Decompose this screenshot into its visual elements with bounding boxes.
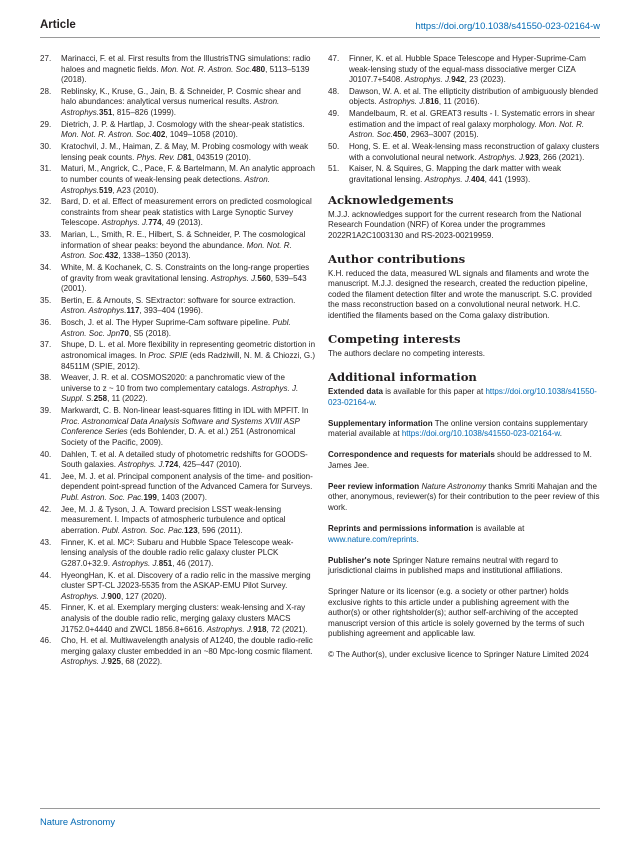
footer-rule: [40, 808, 600, 809]
reference-pages: , S5 (2018).: [129, 328, 172, 338]
reference-item: [40, 54, 316, 86]
reference-journal: Astrophys. J.: [61, 657, 108, 667]
reference-volume: 851: [158, 558, 173, 568]
supplementary-link[interactable]: https://doi.org/10.1038/s41550-023-02164-w: [401, 429, 560, 439]
reference-volume: 560: [257, 273, 271, 283]
reference-pages: , A23 (2010).: [112, 185, 159, 195]
reference-pages: , 539–543 (2001).: [61, 273, 307, 294]
reference-text: Bosch, J. et al. The Hyper Suprime-Cam software pipeline.: [61, 318, 273, 328]
right-column: [328, 54, 602, 671]
supplementary-paragraph: [328, 419, 602, 440]
reference-text: Bertin, E. & Arnouts, S. SExtractor: software for source extraction.: [61, 295, 296, 305]
reference-volume: 918: [253, 624, 267, 634]
reference-pages: , 72 (2021).: [266, 624, 308, 634]
reference-text: Jee, M. J. & Tyson, J. A. Toward precision LSST weak-lensing measurement. I. Impacts of atmospheric turbulence and optical aberration.: [61, 504, 286, 535]
reference-text: Finner, K. et al. MC²: Subaru and Hubble Space Telescope weak-lensing analysis of the double radio relic galaxy cluster PLCK G287.0+32.9.: [61, 537, 294, 568]
reference-item: [40, 87, 316, 119]
reference-text: White, M. & Kochanek, C. S. Constraints on the long-range properties of gravity from weak gravitational lensing.: [61, 262, 310, 283]
reference-text: Maturi, M., Angrick, C., Pace, F. & Bartelmann, M. An analytic approach to number counts of weak-lensing peak detections.: [61, 164, 316, 184]
doi-link[interactable]: https://doi.org/10.1038/s41550-023-02164-w: [415, 20, 600, 31]
reference-text: Reblinsky, K., Kruse, G., Jain, B. & Schneider, P. Cosmic shear and halo abundances: analytical versus numerical results.: [61, 86, 301, 107]
reference-item: [328, 54, 602, 86]
correspondence-label: Correspondence and requests for materials: [328, 450, 495, 460]
extended-data-paragraph: [328, 387, 602, 408]
reference-journal: Phys. Rev. D: [136, 152, 183, 162]
reference-volume: 724: [164, 460, 179, 470]
reference-number: 37.: [40, 340, 52, 350]
author-contributions-heading: Author contributions: [328, 251, 466, 266]
reference-journal: Astrophys. J.: [478, 152, 526, 162]
reference-journal: Mon. Not. R. Astron. Soc.: [61, 240, 292, 261]
reference-journal: Mon. Not. R. Astron. Soc.: [61, 130, 152, 140]
reference-pages: , 425–447 (2010).: [178, 460, 242, 470]
reference-item: [40, 318, 316, 339]
reference-item: [40, 373, 316, 405]
reference-journal: Astron. Astrophys.: [61, 306, 127, 316]
reference-text: Marian, L., Smith, R. E., Hilbert, S. & Schneider, P. The cosmological information of shear peaks: beyond the abundance.: [61, 230, 306, 250]
extended-data-link[interactable]: https://doi.org/10.1038/s41550-023-02164-w: [328, 387, 597, 407]
reference-item: [40, 538, 316, 570]
reference-number: 34.: [40, 262, 52, 272]
reference-volume: 81: [182, 152, 192, 162]
additional-information-section: [328, 370, 602, 661]
reference-text: Kaiser, N. & Squires, G. Mapping the dark matter with weak gravitational lensing.: [349, 164, 561, 184]
reference-number: 35.: [40, 295, 52, 305]
reference-journal: Astrophys. J.: [378, 97, 426, 107]
publisher-note-text: Springer Nature remains neutral with regard to jurisdictional claims in published maps and institutional affiliations.: [328, 555, 563, 576]
reference-pages: , 393–404 (1996).: [139, 306, 203, 316]
reference-item: [328, 142, 602, 163]
reference-journal: Astrophys. J.: [210, 273, 258, 283]
peer-review-paragraph: [328, 482, 602, 514]
reference-number: 48.: [328, 86, 340, 96]
reference-item: [40, 472, 316, 504]
reference-pages: , 46 (2017).: [172, 558, 214, 568]
reference-number: 49.: [328, 109, 340, 119]
reprints-link[interactable]: www.nature.com/reprints: [328, 534, 417, 544]
reference-journal: Astron. Astrophys.: [61, 97, 280, 118]
reference-volume: 404: [471, 174, 485, 184]
reference-journal: Astrophys. J. Suppl. S.: [61, 383, 299, 404]
springer-rights-paragraph: Springer Nature or its licensor (e.g. a society or other partner) holds exclusive rights to this article under a publishing agreement with the author(s) or other rightsholder(s); author self-archiving of the accepted manuscript version of this article is solely governed by the terms of such publishing agreement and applicable law.: [328, 587, 585, 639]
reference-item: [328, 164, 602, 185]
reference-volume: 117: [126, 306, 140, 316]
reference-list-left: [40, 54, 316, 668]
peer-review-label: Peer review information: [328, 481, 420, 491]
reference-pages: , 23 (2023).: [464, 75, 506, 85]
reference-volume: 199: [143, 493, 157, 503]
reference-volume: 942: [451, 75, 465, 85]
copyright-paragraph: © The Author(s), under exclusive licence to Springer Nature Limited 2024: [328, 650, 589, 660]
reference-item: [40, 505, 316, 537]
reference-text: HyeongHan, K. et al. Discovery of a radio relic in the massive merging cluster SPT-CL J2023-5535 from the ASKAP-EMU Pilot Survey.: [61, 570, 311, 591]
acknowledgements-section: [328, 193, 602, 242]
additional-information-heading: Additional information: [328, 370, 477, 385]
reference-item: [40, 406, 316, 448]
reference-item: [40, 571, 316, 603]
reference-volume: 480: [251, 64, 266, 74]
reference-pages: , 11 (2016).: [438, 97, 480, 107]
reference-item: [40, 603, 316, 635]
reference-pages: , 49 (2013).: [161, 218, 203, 228]
peer-review-journal: Nature Astronomy: [419, 481, 487, 491]
extended-data-end: .: [374, 397, 377, 407]
reference-number: 28.: [40, 86, 52, 96]
reference-number: 46.: [40, 636, 52, 646]
reference-journal: Mon. Not. R. Astron. Soc.: [160, 64, 252, 74]
reference-journal: Astrophys. J.: [112, 558, 159, 568]
reference-pages: , 266 (2021).: [538, 152, 585, 162]
reference-pages: , 441 (1993).: [484, 174, 531, 184]
reference-pages: , 596 (2011).: [197, 525, 243, 535]
reference-pages: , 2963–3007 (2015).: [406, 130, 479, 140]
left-column: [40, 54, 316, 669]
reference-journal: Mon. Not. R. Astron. Soc.: [349, 119, 585, 140]
reference-journal: Astrophys. J.: [424, 174, 472, 184]
reference-number: 41.: [40, 471, 52, 481]
competing-interests-heading: Competing interests: [328, 332, 461, 347]
reference-pages: , 815–826 (1999).: [112, 108, 176, 118]
correspondence-paragraph: [328, 450, 602, 471]
reference-journal: Proc. SPIE: [148, 350, 188, 360]
reference-text: Finner, K. et al. Hubble Space Telescope and Hyper-Suprime-Cam weak-lensing study of the equal-mass dissociative merger CIZA J0107.7+5408.: [349, 54, 586, 85]
competing-interests-section: [328, 332, 602, 360]
reference-volume: 70: [120, 328, 129, 338]
reference-text: Hong, S. E. et al. Weak-lensing mass reconstruction of galaxy clusters with a convolutional neural network.: [349, 142, 600, 162]
reference-pages: , 5113–5139 (2018).: [61, 64, 310, 85]
reference-number: 32.: [40, 197, 52, 207]
reference-number: 38.: [40, 373, 52, 383]
reference-item: [328, 87, 602, 108]
reference-number: 27.: [40, 54, 52, 63]
reference-journal: Publ. Astron. Soc. Pac.: [61, 493, 144, 503]
reference-volume: 450: [392, 130, 407, 140]
page-header: [40, 19, 600, 33]
acknowledgements-heading: Acknowledgements: [328, 192, 454, 207]
reference-pages: , 1049–1058 (2010).: [165, 130, 238, 140]
reference-journal: Astrophys. J.: [118, 460, 165, 470]
reference-journal: Publ. Astron. Soc. Pac.: [101, 525, 185, 535]
reference-pages: (eds Bohlender, D. A. et al.) 251 (Astronomical Society of the Pacific, 2009).: [61, 427, 296, 447]
reference-volume: 925: [107, 657, 121, 667]
reference-number: 43.: [40, 537, 52, 547]
reference-number: 30.: [40, 142, 52, 152]
reference-item: [40, 197, 316, 229]
peer-review-text: thanks Smriti Mahajan and the other, anonymous, reviewer(s) for their contribution to the peer review of this work.: [328, 481, 600, 512]
reference-text: Cho, H. et al. Multiwavelength analysis of A1240, the double radio-relic merging galaxy cluster embedded in an ~80 Mpc-long cosmic filament.: [61, 636, 313, 656]
reference-pages: (eds Radziwill, N. M. & Chiozzi, G.) 84511M (SPIE, 2012).: [61, 350, 316, 371]
reference-item: [40, 120, 316, 141]
reference-text: Markwardt, C. B. Non-linear least-squares fitting in IDL with MPFIT. In: [61, 406, 309, 416]
reference-item: [40, 636, 316, 668]
supplementary-text: The online version contains supplementary material available at: [328, 418, 588, 439]
reference-number: 36.: [40, 318, 52, 328]
reference-number: 29.: [40, 119, 52, 129]
reprints-text: is available at: [473, 523, 525, 533]
reference-item: [40, 230, 316, 262]
reference-number: 51.: [328, 164, 340, 174]
reference-journal: Proc. Astronomical Data Analysis Software and Systems XVIII ASP Conference Series: [61, 416, 300, 437]
footer-journal-name: Nature Astronomy: [40, 816, 116, 827]
reference-journal: Astrophys. J.: [206, 624, 254, 634]
competing-interests-text: The authors declare no competing interests.: [328, 349, 486, 359]
reference-volume: 432: [104, 251, 119, 261]
reference-journal: Astrophys. J.: [101, 218, 149, 228]
reference-pages: , 11 (2022).: [107, 394, 148, 404]
author-contributions-section: [328, 252, 602, 322]
reference-number: 39.: [40, 406, 52, 416]
reference-item: [40, 164, 316, 196]
reference-journal: Astron. Astrophys.: [61, 174, 270, 195]
publisher-note-label: Publisher's note: [328, 555, 391, 565]
reference-volume: 351: [99, 108, 113, 118]
reference-item: [328, 109, 602, 141]
reference-number: 40.: [40, 449, 52, 459]
reference-volume: 402: [151, 130, 166, 140]
reference-text: Mandelbaum, R. et al. GREAT3 results - I. Systematic errors in shear estimation and the impact of real galaxy morphology.: [349, 109, 595, 129]
reference-item: [40, 340, 316, 372]
author-contributions-text: K.H. reduced the data, measured WL signals and filaments and wrote the manuscript. M.J.J. designed the research, created the reduction pipeline, coded the filament detection filter and wrote the manuscript. S.C. provided the mass reconstruction based on a convolutional neural network. H.C. identified the filaments based on the Coma galaxy distribution.: [328, 268, 592, 321]
reference-volume: 900: [107, 591, 121, 601]
reference-journal: Astrophys. J.: [404, 75, 452, 85]
reference-text: Jee, M. J. et al. Principal component analysis of the time- and position-dependent point-spread function of the Advanced Camera for Surveys.: [61, 471, 313, 492]
reference-text: Marinacci, F. et al. First results from the IllustrisTNG simulations: radio haloes and magnetic fields.: [61, 54, 311, 74]
reference-volume: 923: [525, 152, 539, 162]
reference-volume: 774: [148, 218, 162, 228]
reference-number: 31.: [40, 164, 52, 174]
reference-volume: 519: [99, 185, 113, 195]
reference-text: Kratochvil, J. M., Haiman, Z. & May, M. Probing cosmology with weak lensing peak counts.: [61, 142, 309, 162]
publisher-note-paragraph: [328, 556, 602, 577]
reference-number: 33.: [40, 230, 52, 240]
reference-volume: 123: [184, 525, 198, 535]
reference-item: [40, 296, 316, 317]
reference-number: 42.: [40, 504, 52, 514]
reference-pages: , 68 (2022).: [120, 657, 163, 667]
reference-text: Dietrich, J. P. & Hartlap, J. Cosmology with the shear-peak statistics.: [61, 119, 305, 129]
reprints-label: Reprints and permissions information: [328, 523, 474, 533]
reference-text: Shupe, D. L. et al. More flexibility in representing geometric distortion in astronomical images. In: [61, 340, 316, 360]
reference-text: Dawson, W. A. et al. The ellipticity distribution of ambiguously blended objects.: [349, 86, 598, 107]
header-rule: [40, 37, 600, 38]
article-type-label: Article: [40, 19, 76, 31]
reference-item: [40, 263, 316, 295]
reference-list-right: [328, 54, 602, 186]
reference-item: [40, 142, 316, 163]
reference-pages: , 1338–1350 (2013).: [118, 251, 191, 261]
reference-text: Finner, K. et al. Exemplary merging clusters: weak-lensing and X-ray analysis of the double radio relic, merging galaxy clusters MACS J1752.0+4440 and ZWCL 1856.8+6616.: [61, 603, 306, 634]
reference-text: Weaver, J. R. et al. COSMOS2020: a panchromatic view of the universe to z ~ 10 from two complementary catalogs.: [61, 373, 285, 393]
reference-number: 45.: [40, 603, 52, 613]
acknowledgements-text: M.J.J. acknowledges support for the current research from the National Research Foundation (NRF) of Korea under the programmes 2022R1A2C1003130 and RS-2023-00219959.: [328, 209, 582, 240]
reference-pages: , 1403 (2007).: [156, 493, 207, 503]
extended-data-text: is available for this paper at: [383, 387, 486, 397]
reference-number: 50.: [328, 142, 340, 152]
reference-number: 47.: [328, 54, 340, 63]
reprints-paragraph: [328, 524, 602, 545]
reference-volume: 258: [93, 394, 108, 404]
correspondence-text: should be addressed to M. James Jee.: [328, 450, 592, 470]
reference-number: 44.: [40, 570, 52, 580]
supplementary-label: Supplementary information: [328, 418, 433, 428]
reference-text: Bard, D. et al. Effect of measurement errors on predicted cosmological constraints from shear peak statistics with Large Synoptic Survey Telescope.: [61, 197, 312, 228]
reference-volume: 816: [425, 97, 439, 107]
reference-journal: Publ. Astron. Soc. Jpn: [61, 318, 291, 338]
supplementary-end: .: [559, 429, 562, 439]
extended-data-label: Extended data: [328, 387, 384, 397]
reference-item: [40, 450, 316, 471]
reference-pages: , 043519 (2010).: [191, 152, 251, 162]
reference-text: Dahlen, T. et al. A detailed study of photometric redshifts for GOODS-South galaxies.: [61, 449, 308, 470]
reprints-end: .: [416, 534, 419, 544]
reference-journal: Astrophys. J.: [61, 591, 108, 601]
reference-pages: , 127 (2020).: [120, 591, 167, 601]
